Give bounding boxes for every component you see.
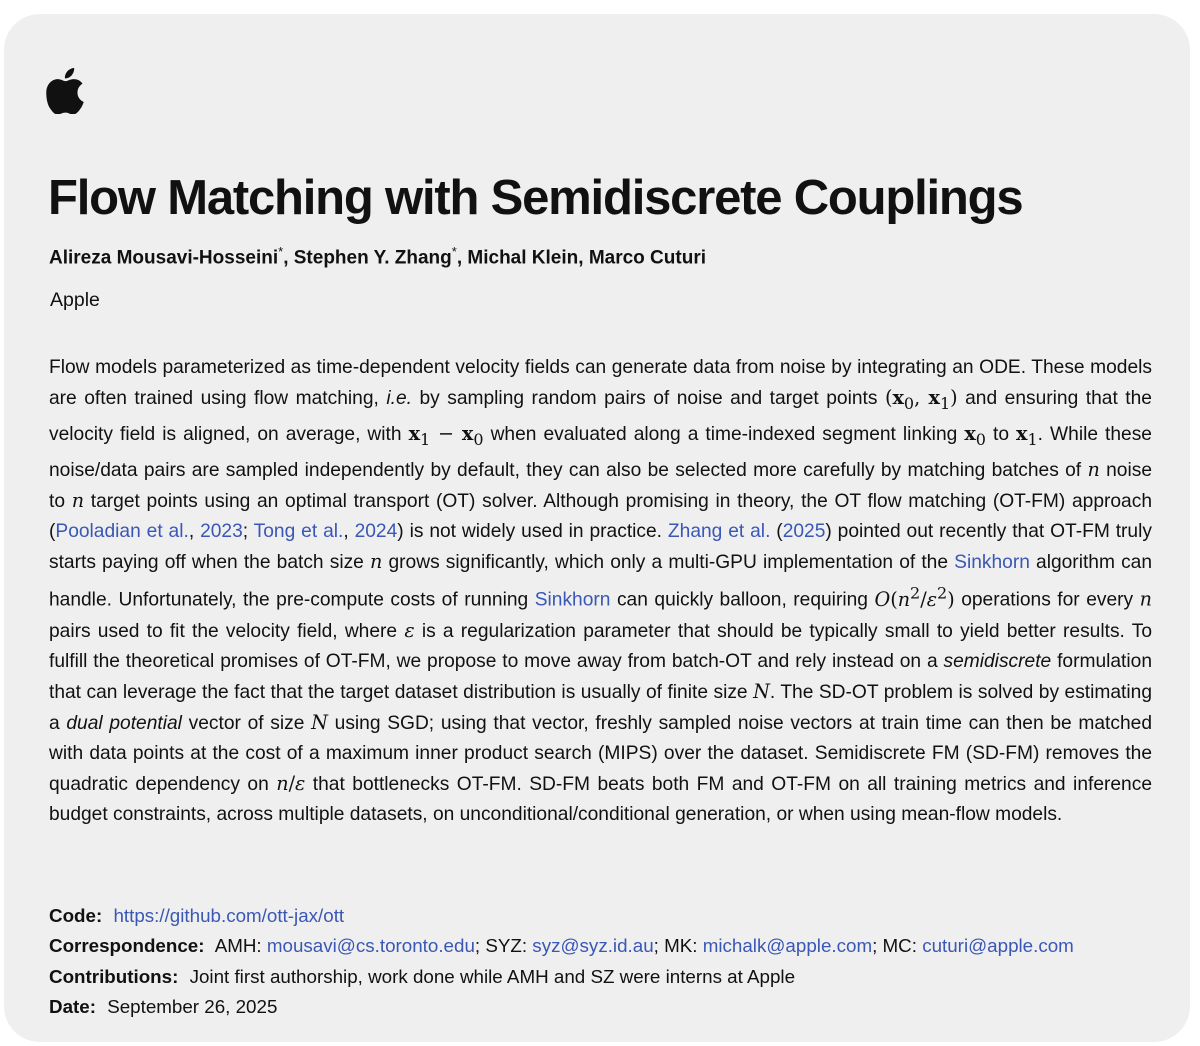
author-list	[49, 244, 706, 269]
contributions-text: Joint first authorship, work done while AMH and SZ were interns at Apple	[189, 965, 796, 987]
date-row	[49, 992, 1074, 1022]
code-row	[49, 901, 1074, 931]
math-N: N	[753, 679, 770, 703]
sinkhorn-link[interactable]: Sinkhorn	[534, 589, 611, 611]
apple-logo-icon	[46, 68, 84, 114]
math-pair-x0-x1: ($x_0$, $x_1$)	[884, 386, 958, 413]
math-x1: $x_1$	[1016, 422, 1038, 449]
correspondence-label: Correspondence:	[49, 935, 205, 957]
email-link[interactable]: syz@syz.id.au	[532, 935, 654, 957]
equal-contribution-mark: *	[451, 244, 457, 259]
math-n-over-eps: n/ε	[276, 772, 306, 796]
math-epsilon: ε	[404, 618, 415, 642]
math-n: n	[1087, 457, 1100, 481]
date-text: September 26, 2025	[107, 995, 278, 1017]
abstract: Flow models parameterized as time-dependent velocity fields can generate data from noise by integrating an ODE. These models are often trained using flow matching, i.e. by sampling random pairs of noise and target points ($x_0$, $x_1$) and ensuring that the velocity field is aligned, on average, with $x_1 - x_0$ when evaluated along a time-indexed segment linking $x_0$ to $x_1$. While these noise/data pairs are sampled independently by default, they can also be selected more carefully by matching batches of n noise to n target points using an optimal transport (OT) solver. Although promising in theory, the OT flow matching (OT-FM) approach (Pooladian et al., 2023; Tong et al., 2024) is not widely used in practice. Zhang et al. (2025) pointed out recently that OT-FM truly starts paying off when the batch size n grows significantly, which only a multi-GPU implementation of the Sinkhorn algorithm can handle. Unfortunately, the pre-compute costs of running Sinkhorn can quickly balloon, requiring $O(n^2/\varepsilon^2)$ operations for every n pairs used to fit the velocity field, where ε is a regularization parameter that should be typically small to yield better results. To fulfill the theoretical promises of OT-FM, we propose to move away from batch-OT and rely instead on a semidiscrete formulation that can leverage the fact that the target dataset distribution is usually of finite size N. The SD-OT problem is solved by estimating a dual potential vector of size N using SGD; using that vector, freshly sampled noise vectors at train time can then be matched with data points at the cost of a maximum inner product search (MIPS) over the dataset. Semidiscrete FM (SD-FM) removes the quadratic dependency on n/ε that bottlenecks OT-FM. SD-FM beats both FM and OT-FM on all training metrics and inference budget constraints, across multiple datasets, on unconditional/conditional generation, or when using mean-flow models.	[49, 357, 1153, 826]
date-label: Date:	[49, 995, 96, 1017]
author-separator: ,	[456, 247, 468, 269]
citation-pooladian-author-link[interactable]: Pooladian et al.	[55, 521, 189, 543]
citation-tong-author-link[interactable]: Tong et al.	[253, 521, 344, 543]
contributions-row	[49, 962, 1074, 992]
citation-zhang-author-link[interactable]: Zhang et al.	[667, 521, 771, 543]
citation-pooladian-year-link[interactable]: 2023	[200, 521, 243, 543]
paper-card	[4, 14, 1190, 1042]
correspondence-row: Correspondence: AMH: mousavi@cs.toronto.edu; SYZ: syz@syz.id.au; MK: michalk@apple.com; MC: cuturi@apple.com	[49, 935, 1074, 957]
author-name: Alireza Mousavi-Hosseini	[49, 247, 279, 269]
citation-zhang-year-link[interactable]: 2025	[782, 521, 826, 543]
code-label: Code:	[49, 905, 103, 926]
math-n: n	[369, 550, 383, 574]
math-x1-minus-x0: $x_1 - x_0$	[408, 422, 484, 449]
email-link[interactable]: mousavi@cs.toronto.edu	[266, 935, 475, 957]
affiliation: Apple	[50, 289, 100, 311]
paper-title: Flow Matching with Semidiscrete Couplings	[48, 171, 1023, 225]
email-link[interactable]: michalk@apple.com	[702, 935, 873, 957]
sinkhorn-link[interactable]: Sinkhorn	[954, 552, 1030, 574]
math-n: n	[71, 489, 85, 513]
math-n: n	[1139, 587, 1152, 611]
author-name: Michal Klein	[467, 247, 579, 269]
author-name: Stephen Y. Zhang	[293, 247, 452, 269]
contributions-label: Contributions:	[49, 965, 179, 987]
author-separator: ,	[283, 247, 294, 269]
equal-contribution-mark: *	[278, 244, 284, 259]
math-complexity: $O(n^2/\varepsilon^2)$	[874, 583, 955, 611]
code-url-link[interactable]: https://github.com/ott-jax/ott	[113, 905, 345, 926]
math-x0: $x_0$	[964, 422, 986, 449]
math-N: N	[311, 711, 328, 735]
paper-metadata	[49, 901, 1074, 1022]
author-separator: ,	[578, 247, 589, 269]
citation-tong-year-link[interactable]: 2024	[354, 521, 398, 543]
email-link[interactable]: cuturi@apple.com	[922, 935, 1074, 957]
author-name: Marco Cuturi	[588, 247, 706, 269]
